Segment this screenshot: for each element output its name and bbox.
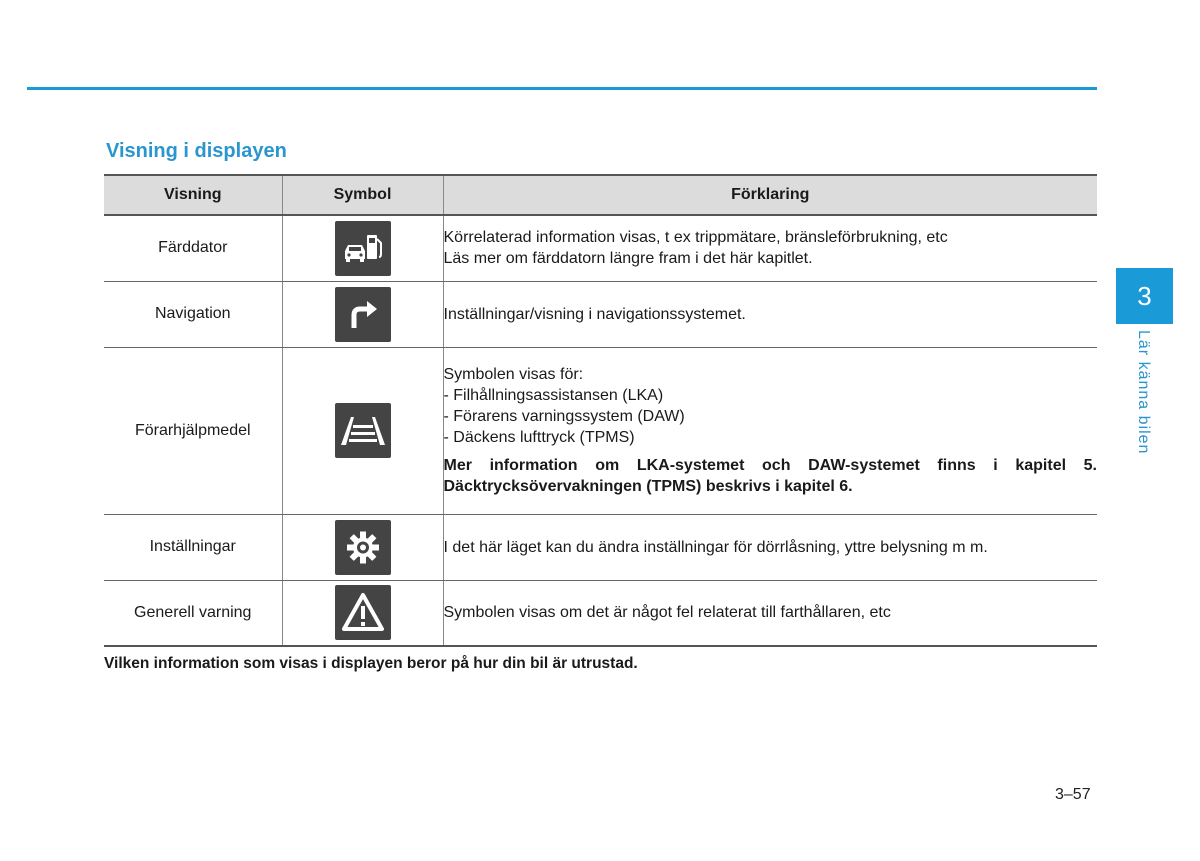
description-line: Inställningar/visning i navigationssystemet. (443, 305, 746, 323)
row-symbol (282, 514, 443, 580)
row-description (443, 347, 1097, 514)
row-symbol (282, 580, 443, 646)
chapter-label: Lär känna bilen (1135, 330, 1152, 455)
row-symbol (282, 215, 443, 281)
row-name: Generell varning (104, 580, 282, 646)
row-description (443, 281, 1097, 347)
table-row (104, 580, 1097, 646)
row-name: Förarhjälpmedel (104, 347, 282, 514)
table-row (104, 281, 1097, 347)
row-description (443, 215, 1097, 281)
description-line: Läs mer om färddatorn längre fram i det här kapitlet. (443, 250, 813, 268)
description-line: - Filhållningsassistansen (LKA) (443, 387, 664, 404)
turn-right-arrow-icon (335, 287, 391, 342)
description-line: Körrelaterad information visas, t ex trippmätare, bränsleförbrukning, etc (443, 229, 948, 247)
row-description (443, 514, 1097, 580)
row-name: Inställningar (104, 514, 282, 580)
header-symbol: Symbol (282, 175, 443, 215)
chapter-tab: 3 (1116, 268, 1173, 324)
table-header-row (104, 175, 1097, 215)
header-visning: Visning (104, 175, 282, 215)
description-line: - Däckens lufttryck (TPMS) (443, 429, 635, 446)
display-info-table (104, 174, 1097, 647)
header-rule (27, 87, 1097, 90)
description-line: Symbolen visas för: (443, 366, 584, 383)
page-number: 3–57 (1055, 786, 1091, 803)
description-line: I det här läget kan du ändra inställningar för dörrlåsning, yttre belysning m m. (443, 538, 988, 556)
row-name: Navigation (104, 281, 282, 347)
table-row (104, 215, 1097, 281)
description-line: - Förarens varningssystem (DAW) (443, 408, 685, 425)
table-row (104, 347, 1097, 514)
description-line: Symbolen visas om det är något fel relaterat till farthållaren, etc (443, 604, 891, 622)
trip-computer-icon (335, 221, 391, 276)
table-footnote: Vilken information som visas i displayen beror på hur din bil är utrustad. (104, 655, 638, 672)
row-symbol (282, 281, 443, 347)
warning-triangle-icon (335, 585, 391, 640)
row-name: Färddator (104, 215, 282, 281)
table-row (104, 514, 1097, 580)
description-bold-note: Mer information om LKA-systemet och DAW-systemet finns i kapitel 5. Däcktrycksövervakningen (TPMS) beskrivs i kapitel 6. (443, 457, 1097, 495)
section-title: Visning i displayen (106, 140, 287, 162)
row-symbol (282, 347, 443, 514)
lane-assist-icon (335, 403, 391, 458)
row-description (443, 580, 1097, 646)
header-forklaring: Förklaring (443, 175, 1097, 215)
gear-icon (335, 520, 391, 575)
